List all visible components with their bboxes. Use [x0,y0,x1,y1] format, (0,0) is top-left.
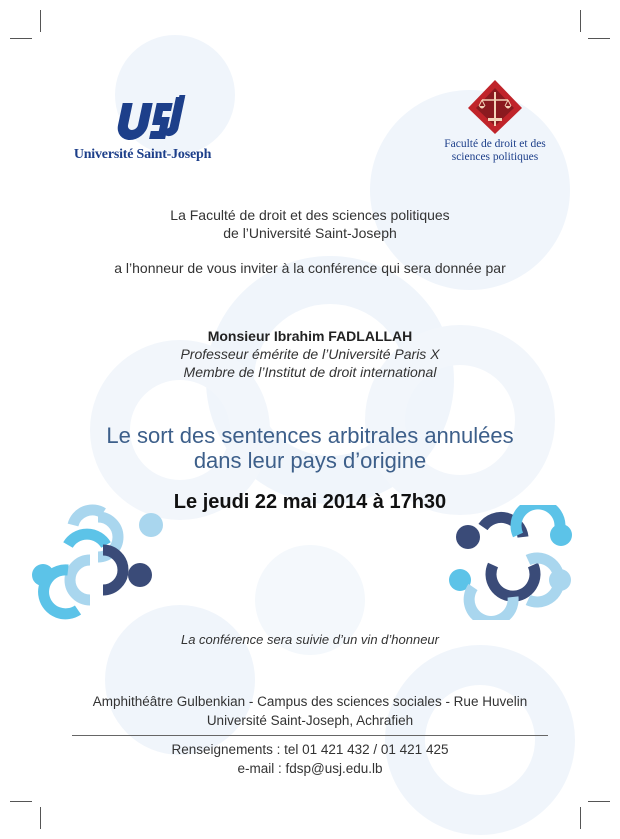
conference-title [0,423,620,473]
intro-line1: La Faculté de droit et des sciences politiques [170,207,450,223]
crop-mark [580,10,581,32]
usj-mark-icon [70,95,215,145]
usj-name: Université Saint-Joseph [73,147,212,162]
contact-block [0,740,620,778]
crop-mark [10,801,32,802]
faculty-name-line1: Faculté de droit et des [444,138,546,150]
crop-mark [10,38,32,39]
contact-email[interactable]: e-mail : fdsp@usj.edu.lb [237,761,383,776]
decorative-rings-left-icon [28,495,168,620]
venue-line2: Université Saint-Joseph, Achrafieh [206,713,414,728]
usj-logo [70,95,215,165]
divider [72,735,548,736]
faculty-name [430,138,560,164]
decorative-rings-right-icon [448,505,588,620]
contact-phone: Renseignements : tel 01 421 432 / 01 421 425 [171,742,449,757]
intro-line2: de l’Université Saint-Joseph [223,225,397,241]
crop-mark [588,801,610,802]
crop-mark [40,807,41,829]
speaker-name: Monsieur Ibrahim FADLALLAH [207,328,413,344]
invite-text: a l’honneur de vous inviter à la conférence qui sera donnée par [114,260,506,276]
crop-mark [588,38,610,39]
faculty-crest-icon [430,78,560,136]
venue-block [0,692,620,730]
conference-date: Le jeudi 22 mai 2014 à 17h30 [173,491,447,513]
faculty-name-line2: sciences politiques [451,151,539,163]
speaker-block [0,327,620,381]
title-line2: dans leur pays d’origine [193,448,427,473]
faculty-logo [430,78,560,168]
speaker-role-2: Membre de l’Institut de droit international [183,364,437,380]
venue-line1: Amphithéâtre Gulbenkian - Campus des sciences sociales - Rue Huvelin [92,694,528,709]
title-line1: Le sort des sentences arbitrales annulées [106,423,514,448]
speaker-role-1: Professeur émérite de l’Université Paris X [180,346,440,362]
crop-mark [580,807,581,829]
followup-text: La conférence sera suivie d’un vin d’honneur [180,632,439,647]
crop-mark [40,10,41,32]
intro-text [0,206,620,242]
